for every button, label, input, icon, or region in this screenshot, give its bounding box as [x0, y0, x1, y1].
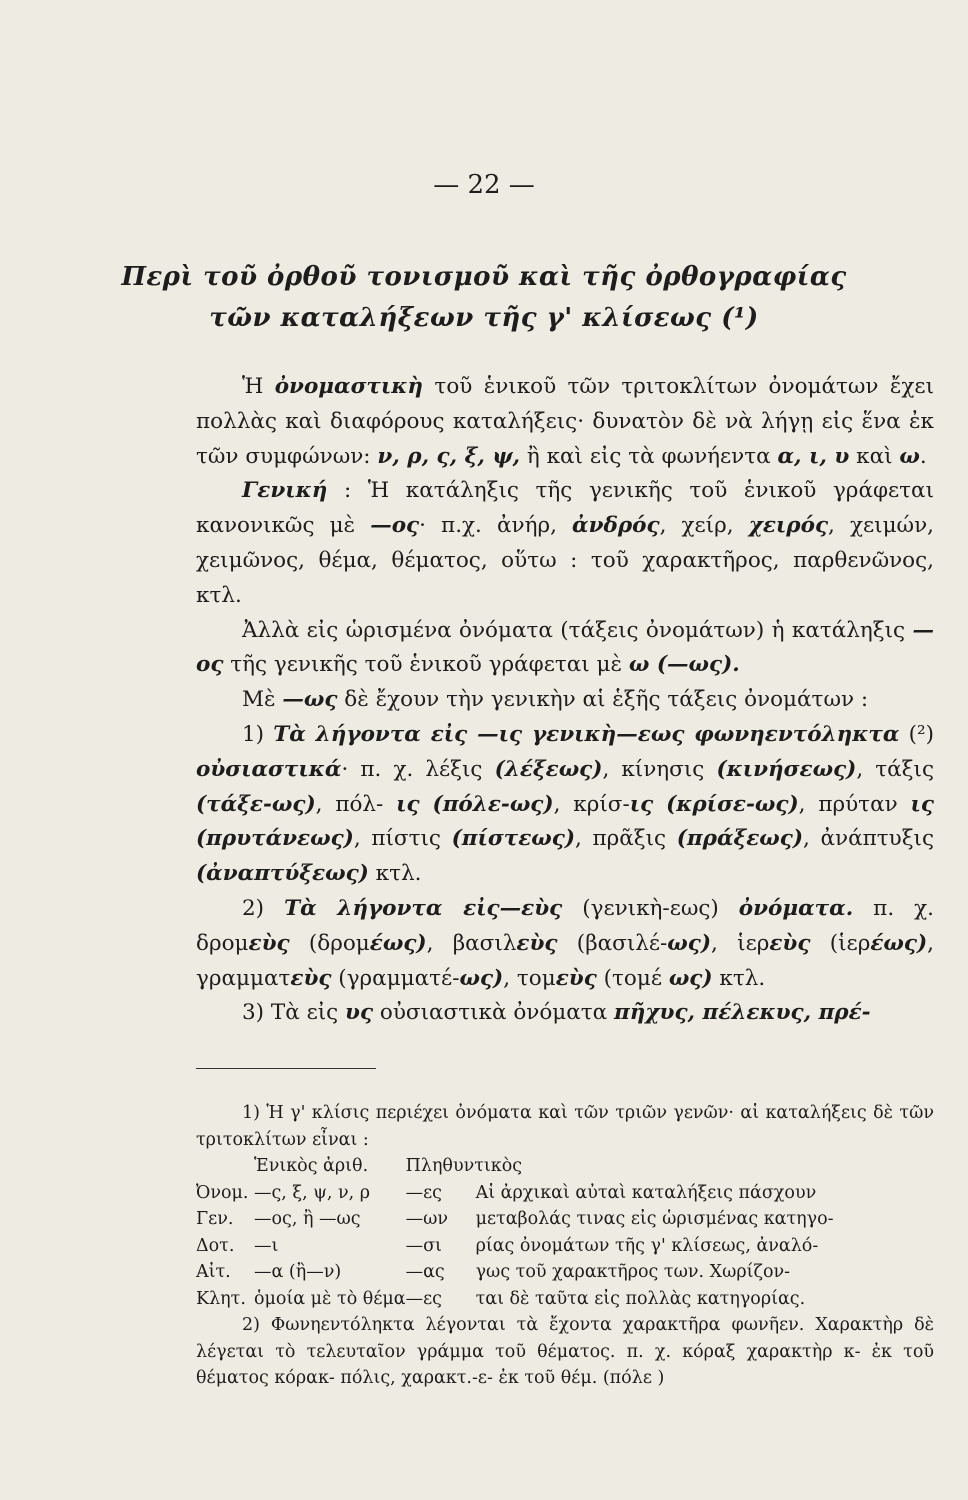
section-title-line-1: Περὶ τοῦ ὀρθοῦ τονισμοῦ καὶ τῆς ὀρθογραφίας — [121, 262, 847, 292]
emphasis-text: (πόλε-ως) — [432, 791, 554, 817]
plain-text — [653, 792, 666, 817]
emphasis-text: ως) — [459, 965, 504, 991]
table-row — [196, 1180, 876, 1207]
paragraph-class-3 — [196, 996, 934, 1031]
emphasis-text: (τάξε-ως) — [196, 791, 316, 817]
emphasis-text: έως) — [369, 930, 427, 956]
plain-text: π. χ. δρομ — [196, 895, 935, 956]
table-cell-sg: —ος, ἢ —ως — [254, 1209, 361, 1229]
section-title-line-2: τῶν καταλήξεων τῆς γ' κλίσεως (¹) — [209, 303, 759, 333]
emphasis-text: ις — [910, 791, 935, 817]
page-number: — 22 — — [433, 170, 535, 200]
plain-text: , κρίσ- — [553, 791, 630, 817]
plain-text: οὐσιαστικὰ ὀνόματα — [373, 1000, 615, 1026]
emphasis-text: —ος — [370, 513, 420, 539]
emphasis-text: (πίστεως) — [451, 826, 576, 852]
footnote-divider — [196, 1068, 376, 1069]
plain-text: (γραμματέ- — [331, 965, 460, 991]
emphasis-text: χειρός — [748, 513, 829, 539]
plain-text: , πίστις — [353, 826, 452, 852]
table-cell-note: γως τοῦ χαρακτῆρος των. Χωρίζον- — [475, 1262, 791, 1282]
plain-text: , γραμματ — [196, 930, 934, 991]
emphasis-text: ις — [629, 791, 654, 817]
table-cell-sg: —α (ἢ—ν) — [254, 1262, 342, 1282]
table-cell-note: ται δὲ ταῦτα εἰς πολλὰς κατηγορίας. — [475, 1288, 806, 1309]
emphasis-text: οὐσιαστικά — [196, 756, 342, 782]
emphasis-text: ω — [899, 443, 920, 469]
emphasis-text: (λέξεως) — [494, 756, 603, 782]
paragraph-exceptions — [196, 614, 934, 684]
paragraph-genitive — [196, 474, 934, 613]
header-plural: Πληθυντικὸς — [405, 1156, 523, 1176]
table-cell-sg: —ς, ξ, ψ, ν, ρ — [254, 1182, 371, 1203]
plain-text: , ἱερ — [711, 930, 770, 956]
plain-text: , τάξις — [856, 756, 934, 782]
emphasis-text: εὺς — [516, 930, 558, 956]
table-cell-note: Αἱ ἀρχικαὶ αὐταὶ καταλήξεις πάσχουν — [475, 1182, 817, 1203]
plain-text: ἢ καὶ εἰς τὰ φωνήεντα — [520, 443, 778, 469]
emphasis-text: ὀνομαστικὴ — [274, 374, 424, 399]
plain-text — [420, 792, 433, 817]
plain-text: Ἀλλὰ εἰς ὡρισμένα ὀνόματα (τάξεις ὀνομάτων) ἡ κατάληξις — [242, 617, 913, 643]
emphasis-text: (πρυτάνεως) — [196, 826, 354, 852]
table-cell-note: μεταβολάς τινας εἰς ὡρισμένας κατηγο- — [475, 1209, 834, 1229]
header-singular: Ἑνικὸς ἀριθ. — [254, 1156, 369, 1176]
plain-text: Μὲ — [242, 687, 283, 713]
plain-text: (²) — [899, 721, 935, 747]
emphasis-text: (πράξεως) — [676, 826, 804, 852]
plain-text: : Ἡ κατάληξις τῆς γενικῆς τοῦ ἑνικοῦ γράφεται κανονικῶς μὲ — [196, 478, 934, 539]
emphasis-text: υς — [345, 1000, 374, 1026]
emphasis-text: έως) — [870, 930, 928, 956]
plain-text: . — [919, 443, 927, 469]
plain-text: , ἀνάπτυξις — [803, 826, 935, 852]
plain-text: δὲ ἔχουν τὴν γενικὴν αἱ ἑξῆς τάξεις ὀνομάτων : — [337, 687, 869, 713]
paragraph-class-1 — [196, 718, 934, 892]
emphasis-text: Τὰ λήγοντα εἰς—εὺς — [284, 895, 563, 921]
plain-text: , πρᾶξις — [575, 826, 677, 852]
emphasis-text: (κρίσε-ως) — [666, 791, 799, 817]
plain-text: 2) — [242, 895, 285, 921]
footnote-2: 2) Φωνηεντόληκτα λέγονται τὰ ἔχοντα χαρακτῆρα φωνῆεν. Χαρακτὴρ δὲ λέγεται τὸ τελευταῖον γράμμα τοῦ θέματος. π. χ. κόραξ χαρακτὴρ κ- ἐκ τοῦ θέματος κόρακ- πόλις, χαρακτ.-ε- ἐκ τοῦ θέμ. (πόλε ) — [196, 1315, 934, 1388]
table-cell-sg: —ι — [254, 1235, 279, 1256]
emphasis-text: εὺς — [248, 930, 290, 956]
emphasis-text: ως) — [667, 930, 712, 956]
plain-text: κτλ. — [712, 965, 766, 991]
plain-text: · π.χ. ἀνήρ, — [419, 513, 573, 539]
emphasis-text: —ως — [282, 687, 338, 713]
emphasis-text: (κινήσεως) — [716, 756, 857, 782]
table-cell-note: ρίας ὀνομάτων τῆς γ' κλίσεως, ἀναλό- — [475, 1235, 819, 1256]
plain-text: , χείρ, — [659, 513, 749, 539]
plain-text: , βασιλ — [426, 930, 517, 956]
table-cell-case: Δοτ. — [196, 1235, 235, 1256]
endings-table-header — [196, 1153, 876, 1180]
table-cell-case: Αἰτ. — [196, 1262, 231, 1282]
plain-text: τῆς γενικῆς τοῦ ἑνικοῦ γράφεται μὲ — [223, 652, 629, 678]
plain-text: (ἱερ — [810, 930, 871, 956]
plain-text: (δρομ — [289, 930, 370, 956]
table-cell-pl: —σι — [405, 1235, 442, 1256]
emphasis-text: ις — [396, 791, 420, 817]
emphasis-text: (ἀναπτύξεως) — [196, 861, 369, 887]
paragraph-class-2 — [196, 892, 934, 996]
plain-text: τοῦ ἑνικοῦ τῶν τριτοκλίτων ὀνομάτων ἔχει πολλὰς καὶ διαφόρους καταλήξεις· δυνατὸν δὲ νὰ λήγῃ εἰς ἕνα ἐκ τῶν συμφώνων: — [196, 374, 934, 469]
table-row — [196, 1233, 876, 1260]
emphasis-text: ως) — [668, 965, 713, 991]
emphasis-text: ἀνδρός — [572, 513, 660, 539]
table-cell-case: Γεν. — [196, 1209, 234, 1229]
emphasis-text: ὀνόματα. — [738, 895, 854, 921]
table-cell-sg: ὁμοία μὲ τὸ θέμα — [254, 1288, 406, 1309]
plain-text: , κίνησις — [602, 756, 717, 782]
plain-text: 3) Τὰ εἰς — [242, 1000, 346, 1026]
plain-text: (βασιλέ- — [557, 930, 668, 956]
plain-text: καὶ — [849, 443, 900, 469]
plain-text: , χειμών, χειμῶνος, θέμα, θέματος, οὕτω : τοῦ χαρακτῆρος, παρθενῶνος, κτλ. — [196, 513, 934, 608]
emphasis-text: εὺς — [769, 930, 811, 956]
emphasis-text: πῆχυς, πέλεκυς, πρέ- — [614, 1000, 871, 1026]
table-cell-pl: —ες — [405, 1288, 442, 1309]
table-cell-pl: —ας — [405, 1262, 445, 1282]
paragraph-nominative — [196, 370, 934, 474]
plain-text: , τομ — [503, 965, 556, 991]
table-row — [196, 1259, 876, 1286]
table-row — [196, 1286, 876, 1313]
paragraph-classes-intro — [196, 683, 934, 718]
plain-text: (τομέ — [596, 965, 669, 991]
emphasis-text: ω (—ως). — [628, 652, 740, 678]
plain-text: 1) — [242, 721, 274, 747]
main-text — [196, 370, 934, 1031]
footnotes — [196, 1100, 934, 1392]
table-cell-pl: —ων — [405, 1209, 449, 1229]
emphasis-text: Τὰ λήγοντα εἰς —ις γενικὴ—εως φωνηεντόληκτα — [273, 721, 900, 747]
plain-text: · π. χ. λέξις — [341, 756, 495, 782]
emphasis-text: Γενική — [242, 478, 328, 504]
plain-text: , πόλ- — [315, 791, 397, 817]
table-cell-case: Ὀνομ. — [196, 1182, 249, 1203]
emphasis-text: εὺς — [555, 965, 597, 991]
table-cell-pl: —ες — [405, 1182, 442, 1203]
plain-text: Ἡ — [242, 374, 275, 399]
plain-text: (γενικὴ-εως) — [562, 895, 739, 921]
table-cell-case: Κλητ. — [196, 1288, 246, 1309]
plain-text: κτλ. — [368, 861, 422, 887]
emphasis-text: ν, ρ, ς, ξ, ψ, — [377, 443, 521, 469]
emphasis-text: εὺς — [290, 965, 332, 991]
table-row — [196, 1206, 876, 1233]
plain-text: , πρύταν — [798, 791, 911, 817]
endings-table — [196, 1153, 876, 1312]
emphasis-text: α, ι, υ — [777, 443, 850, 469]
emphasis-text: —ος — [196, 617, 934, 678]
footnote-1-intro: 1) Ἡ γ' κλίσις περιέχει ὀνόματα καὶ τῶν τριῶν γενῶν· αἱ καταλήξεις δὲ τῶν τριτοκλίτων εἶναι : — [196, 1103, 934, 1150]
